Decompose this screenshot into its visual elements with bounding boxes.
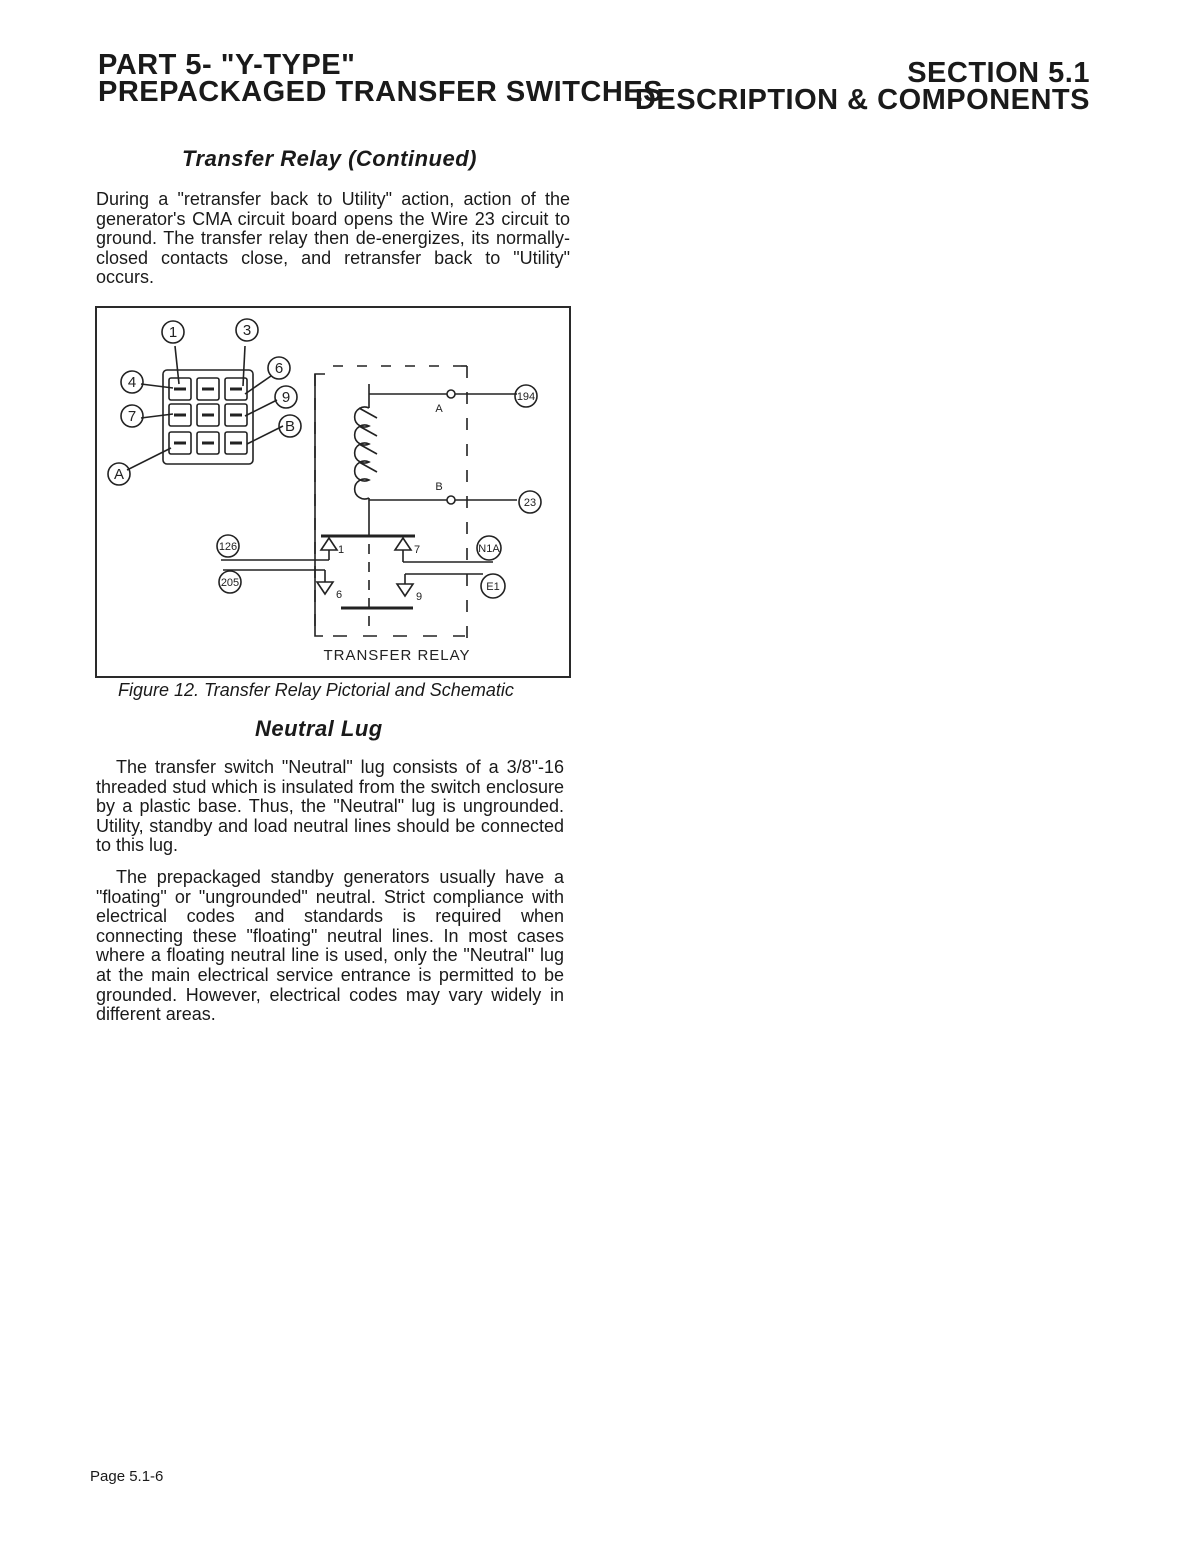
neutral-lug-paragraph-1: The transfer switch "Neutral" lug consists of a 3/8"-16 threaded stud which is insulated from the switch enclosure by a plastic base. Thus, the "Neutral" lug is ungrounded. Utility, standby and load neutral lines should be connected to this lug. <box>96 757 564 856</box>
wire-23-label: 23 <box>523 497 537 509</box>
neutral-lug-paragraph-2: The prepackaged standby generators usually have a "floating" or "ungrounded" neutral. Strict compliance with electrical codes and standards is required when connecting these "floating" neutral lines. In most cases where a floating neutral line is used, only the "Neutral" lug at the main electrical service entrance is permitted to be grounded. However, electrical codes may vary widely in different areas. <box>96 867 564 1025</box>
callout-1: 1 <box>168 324 178 341</box>
figure-caption: Figure 12. Transfer Relay Pictorial and Schematic <box>118 680 514 700</box>
transfer-relay-diagram <box>97 308 569 676</box>
callout-9: 9 <box>281 389 291 406</box>
wire-194-label: 194 <box>516 391 536 403</box>
coil-terminal-a: A <box>435 403 443 415</box>
callout-a: A <box>113 466 125 483</box>
callout-3: 3 <box>242 322 252 339</box>
header-part-subtitle: PREPACKAGED TRANSFER SWITCHES <box>98 76 663 108</box>
wire-n1a-label: N1A <box>478 543 500 555</box>
page-number: Page 5.1-6 <box>90 1468 164 1485</box>
wire-e1-label: E1 <box>486 581 500 593</box>
header-part-title: PART 5- "Y-TYPE" <box>98 49 356 81</box>
contact-7-label: 7 <box>413 544 421 556</box>
header-right <box>634 57 1090 116</box>
transfer-relay-paragraph: During a "retransfer back to Utility" action, action of the generator's CMA circuit board opens the Wire 23 circuit to ground. The transfer relay then de-energizes, its normally-closed contacts close, and retransfer back to "Utility" occurs. <box>96 189 570 288</box>
wire-205-label: 205 <box>220 577 240 589</box>
relay-body <box>163 370 253 464</box>
figure-12 <box>95 306 571 678</box>
header-section-number: SECTION 5.1 <box>907 57 1090 89</box>
callout-4: 4 <box>127 374 137 391</box>
header-left <box>98 49 663 108</box>
coil-terminal-b: B <box>435 481 443 493</box>
callout-7: 7 <box>127 408 137 425</box>
callout-6: 6 <box>274 360 284 377</box>
contact-9-label: 9 <box>415 591 423 603</box>
header-section-title: DESCRIPTION & COMPONENTS <box>634 84 1090 116</box>
callout-b: B <box>284 418 296 435</box>
transfer-relay-heading: Transfer Relay (Continued) <box>182 146 477 171</box>
transfer-relay-label: TRANSFER RELAY <box>323 647 471 664</box>
neutral-lug-heading: Neutral Lug <box>255 716 383 741</box>
wire-126-label: 126 <box>218 541 238 553</box>
contact-1-label: 1 <box>337 544 345 556</box>
contact-6-label: 6 <box>335 589 343 601</box>
